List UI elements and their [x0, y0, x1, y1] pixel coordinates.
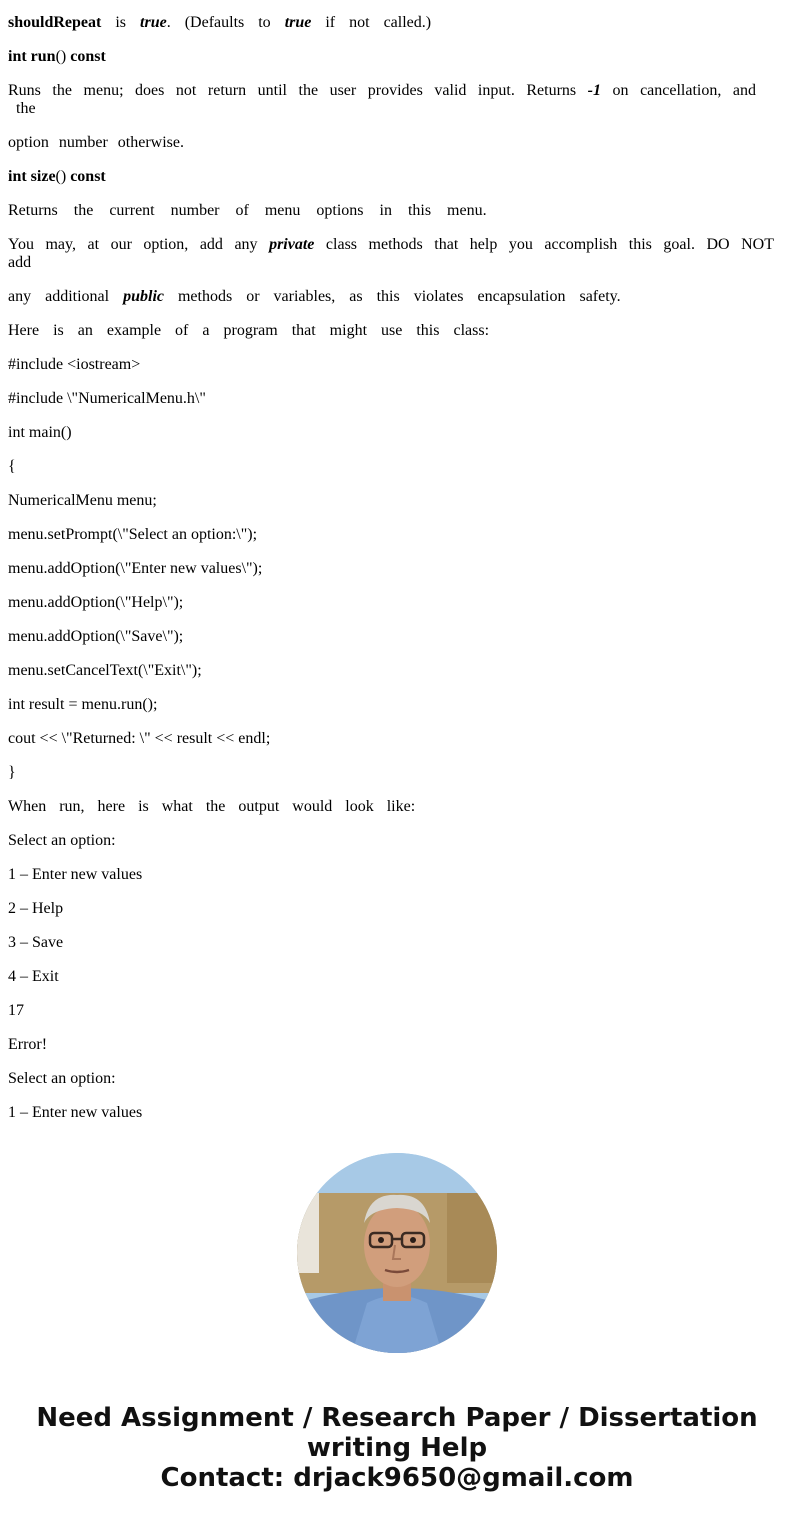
- run-description: Runs the menu; does not return until the user provides valid input. Returns -1 on cancellation, and the: [8, 82, 756, 117]
- code-line: #include <iostream>: [8, 356, 141, 373]
- output-line: Error!: [8, 1036, 48, 1053]
- code-line: menu.setCancelText(\"Exit\");: [8, 662, 202, 679]
- should-repeat-line: shouldRepeat is true. (Defaults to true if not called.): [8, 14, 432, 31]
- code-line: int main(): [8, 424, 72, 441]
- output-line: 4 – Exit: [8, 968, 59, 985]
- code-line: menu.addOption(\"Enter new values\");: [8, 560, 263, 577]
- size-description: Returns the current number of menu options in this menu.: [8, 202, 487, 219]
- example-intro: Here is an example of a program that might use this class:: [8, 322, 490, 339]
- code-line: cout << \"Returned: \" << result << endl;: [8, 730, 271, 747]
- run-description-cont: option number otherwise.: [8, 134, 184, 151]
- promo-line-1: Need Assignment / Research Paper / Dissertation: [36, 1403, 758, 1433]
- output-line: 3 – Save: [8, 934, 64, 951]
- promo-contact: Contact: drjack9650@gmail.com: [160, 1463, 634, 1493]
- output-line: 1 – Enter new values: [8, 866, 143, 883]
- code-line: menu.addOption(\"Help\");: [8, 594, 184, 611]
- term-should-repeat: shouldRepeat: [8, 14, 102, 31]
- promo-line-2: writing Help: [306, 1433, 488, 1463]
- private-methods-note: You may, at our option, add any private class methods that help you accomplish this goal. DO NOT add: [8, 236, 774, 271]
- portrait-illustration: [297, 1153, 497, 1353]
- author-portrait-photo: [297, 1153, 497, 1353]
- code-line: menu.addOption(\"Save\");: [8, 628, 184, 645]
- code-line: }: [8, 764, 16, 781]
- code-line: NumericalMenu menu;: [8, 492, 157, 509]
- code-line: int result = menu.run();: [8, 696, 158, 713]
- output-line: 1 – Enter new values: [8, 1104, 143, 1121]
- run-signature: int run() const: [8, 48, 106, 65]
- output-line: Select an option:: [8, 1070, 116, 1087]
- code-line: #include \"NumericalMenu.h\": [8, 390, 206, 407]
- code-line: {: [8, 458, 16, 475]
- promo-banner: [0, 1403, 794, 1493]
- output-line: Select an option:: [8, 832, 116, 849]
- output-line: 17: [8, 1002, 24, 1019]
- public-methods-note: any additional public methods or variables, as this violates encapsulation safety.: [8, 288, 621, 305]
- output-line: 2 – Help: [8, 900, 64, 917]
- size-signature: int size() const: [8, 168, 106, 185]
- code-line: menu.setPrompt(\"Select an option:\");: [8, 526, 258, 543]
- output-intro: When run, here is what the output would look like:: [8, 798, 416, 815]
